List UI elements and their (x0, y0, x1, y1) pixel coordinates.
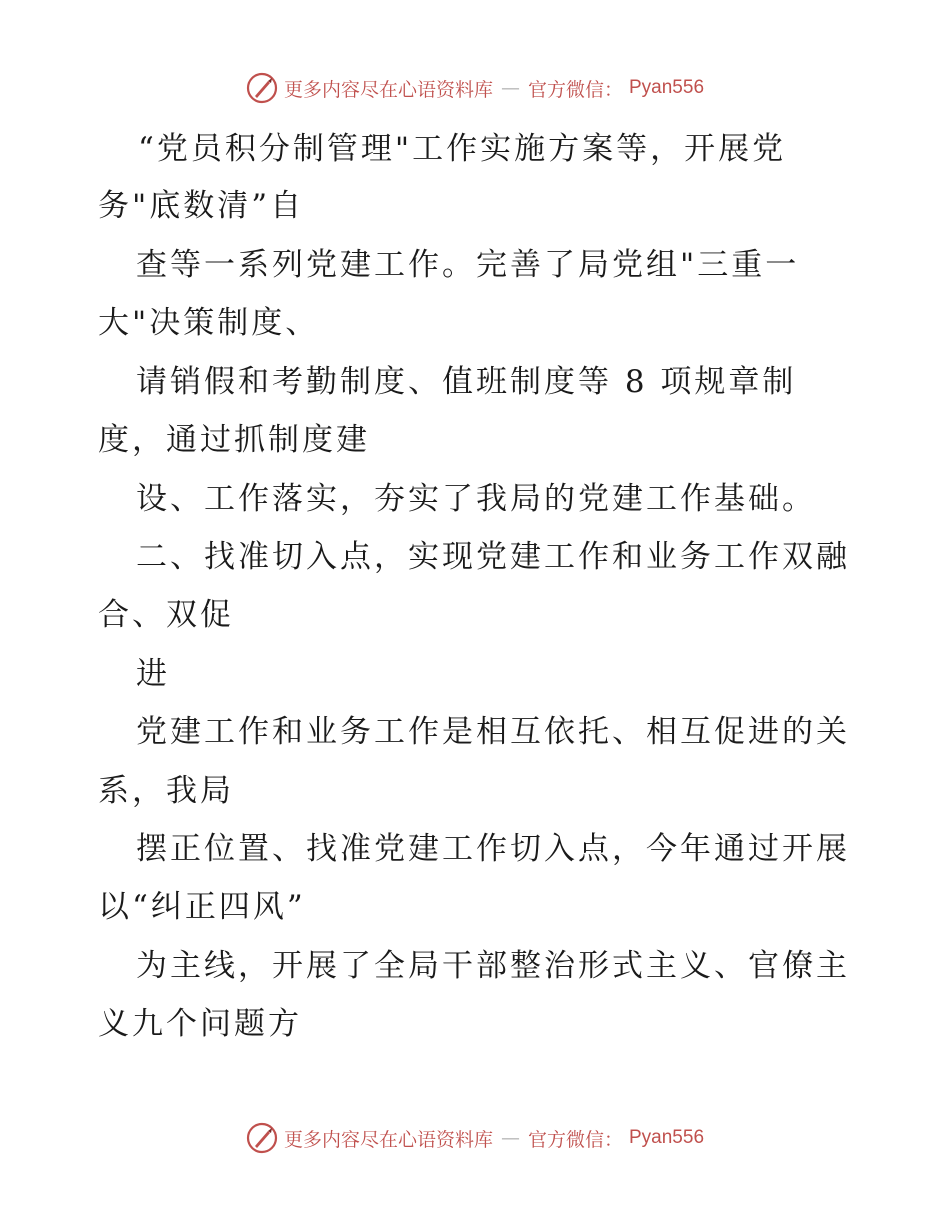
text-line: 系，我局 (98, 773, 234, 809)
text-line: 务"底数清”自 (98, 188, 305, 224)
text-line: 以“纠正四风” (98, 889, 306, 925)
text-line: 设、工作落实，夯实了我局的党建工作基础。 (136, 481, 816, 517)
text-line: “党员积分制管理"工作实施方案等，开展党 (138, 131, 787, 167)
text-line: 二、找准切入点，实现党建工作和业务工作双融 (136, 539, 850, 575)
text-line: 为主线，开展了全局干部整治形式主义、官僚主 (136, 948, 850, 984)
watermark-text: 更多内容尽在心语资料库 (283, 1128, 493, 1151)
watermark-text: 更多内容尽在心语资料库 (283, 78, 493, 101)
watermark-dash: — (500, 77, 520, 99)
watermark-wechat-label: 官方微信： (527, 78, 623, 101)
text-line: 义九个问题方 (98, 1006, 302, 1042)
watermark-handle: Pyan556 (629, 1127, 705, 1148)
text-line: 摆正位置、找准党建工作切入点，今年通过开展 (136, 831, 850, 867)
text-line: 请销假和考勤制度、值班制度等 8 项规章制 (136, 364, 797, 400)
text-line: 进 (136, 656, 170, 692)
text-line: 合、双促 (98, 597, 234, 633)
watermark-dash: — (500, 1127, 520, 1149)
text-line: 大"决策制度、 (98, 305, 320, 341)
footer-watermark (0, 1122, 950, 1154)
text-line: 党建工作和业务工作是相互依托、相互促进的关 (136, 714, 850, 750)
text-line: 查等一系列党建工作。完善了局党组"三重一 (136, 247, 800, 283)
watermark-wechat-label: 官方微信： (527, 1128, 623, 1151)
quill-logo-icon (246, 1122, 278, 1154)
watermark-handle: Pyan556 (629, 77, 705, 98)
text-line: 度，通过抓制度建 (98, 422, 370, 458)
